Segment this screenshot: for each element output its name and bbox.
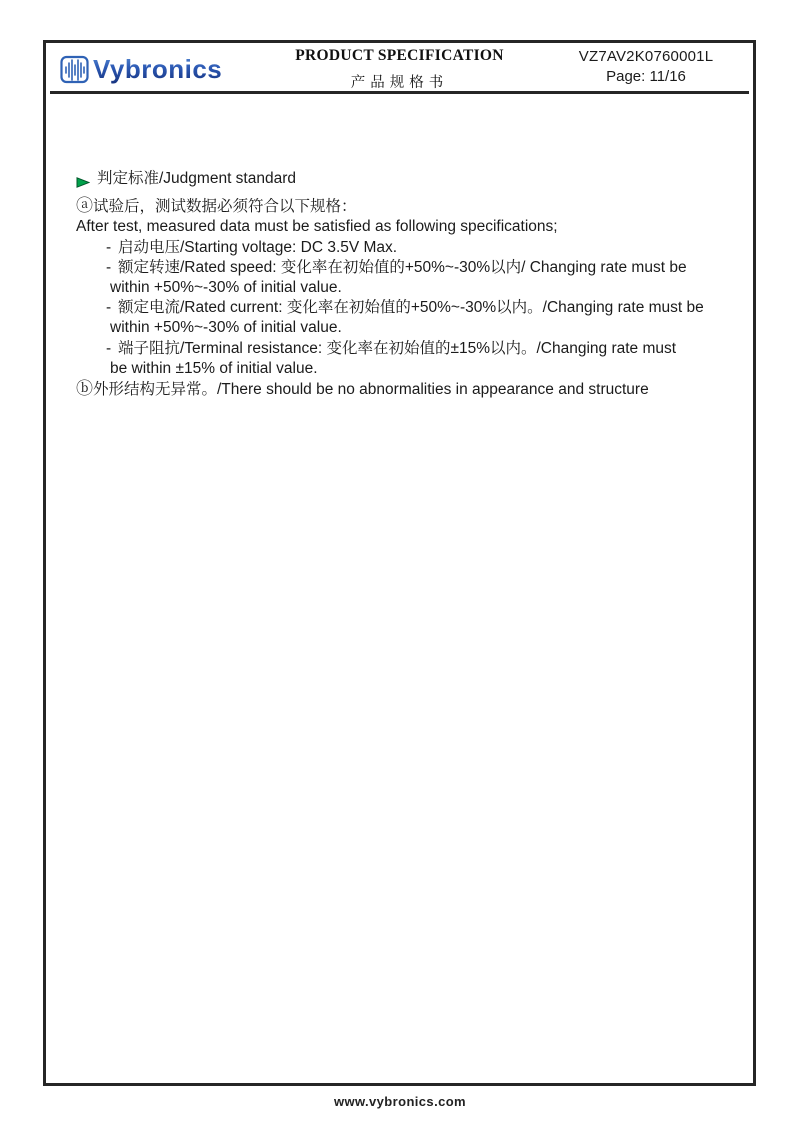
section-heading-label: 判定标准/Judgment standard <box>97 170 297 187</box>
document-title-en: PRODUCT SPECIFICATION <box>295 47 504 64</box>
item-a-line-en: After test, measured data must be satisfied as following specifications; <box>76 218 558 236</box>
section-heading <box>76 169 725 189</box>
spec-line: 启动电压/Starting voltage: DC 3.5V Max. <box>118 238 398 256</box>
spec-item-terminal-resistance <box>76 339 725 379</box>
triangle-right-icon <box>76 174 90 185</box>
document-title-block <box>295 47 504 92</box>
spec-line: 额定转速/Rated speed: 变化率在初始值的+50%~-30%以内/ Changing rate must be <box>118 258 687 276</box>
dash-bullet: - <box>106 238 112 256</box>
spec-line: within +50%~-30% of initial value. <box>110 279 342 297</box>
website-url: www.vybronics.com <box>333 1094 467 1109</box>
spec-line: within +50%~-30% of initial value. <box>110 319 342 337</box>
spec-line: 端子阻抗/Terminal resistance: 变化率在初始值的±15%以内。/Changing rate must <box>118 339 677 357</box>
spec-line: 额定电流/Rated current: 变化率在初始值的+50%~-30%以内。/Changing rate must be <box>118 299 704 317</box>
vybronics-logo <box>60 54 222 84</box>
page-footer <box>0 1094 800 1109</box>
page-number: Page: 11/16 <box>606 68 686 85</box>
item-b-text: 外形结构无异常。/There should be no abnormalities in appearance and structure <box>93 381 649 399</box>
item-a-line-zh <box>76 196 725 217</box>
item-b-line <box>76 379 725 400</box>
dash-bullet: - <box>106 339 112 357</box>
page-header <box>50 43 749 94</box>
doc-number: VZ7AV2K0760001L <box>578 48 714 65</box>
spec-item-rated-current <box>76 298 725 338</box>
page-content <box>46 94 753 400</box>
document-title-zh: 产品规格书 <box>350 75 449 91</box>
document-meta-block <box>551 48 741 85</box>
spec-item-starting-voltage <box>76 238 725 258</box>
circled-a-marker: ⓐ <box>76 196 93 216</box>
page-border <box>43 40 756 1086</box>
dash-bullet: - <box>106 258 112 276</box>
item-a-zh-text: 试验后，测试数据必须符合以下规格： <box>93 198 357 216</box>
spec-line: be within ±15% of initial value. <box>110 359 318 377</box>
dash-bullet: - <box>106 299 112 317</box>
waveform-logo-icon <box>60 54 90 84</box>
logo-text: Vybronics <box>93 54 223 84</box>
circled-b-marker: ⓑ <box>76 379 93 399</box>
spec-item-rated-speed <box>76 258 725 298</box>
